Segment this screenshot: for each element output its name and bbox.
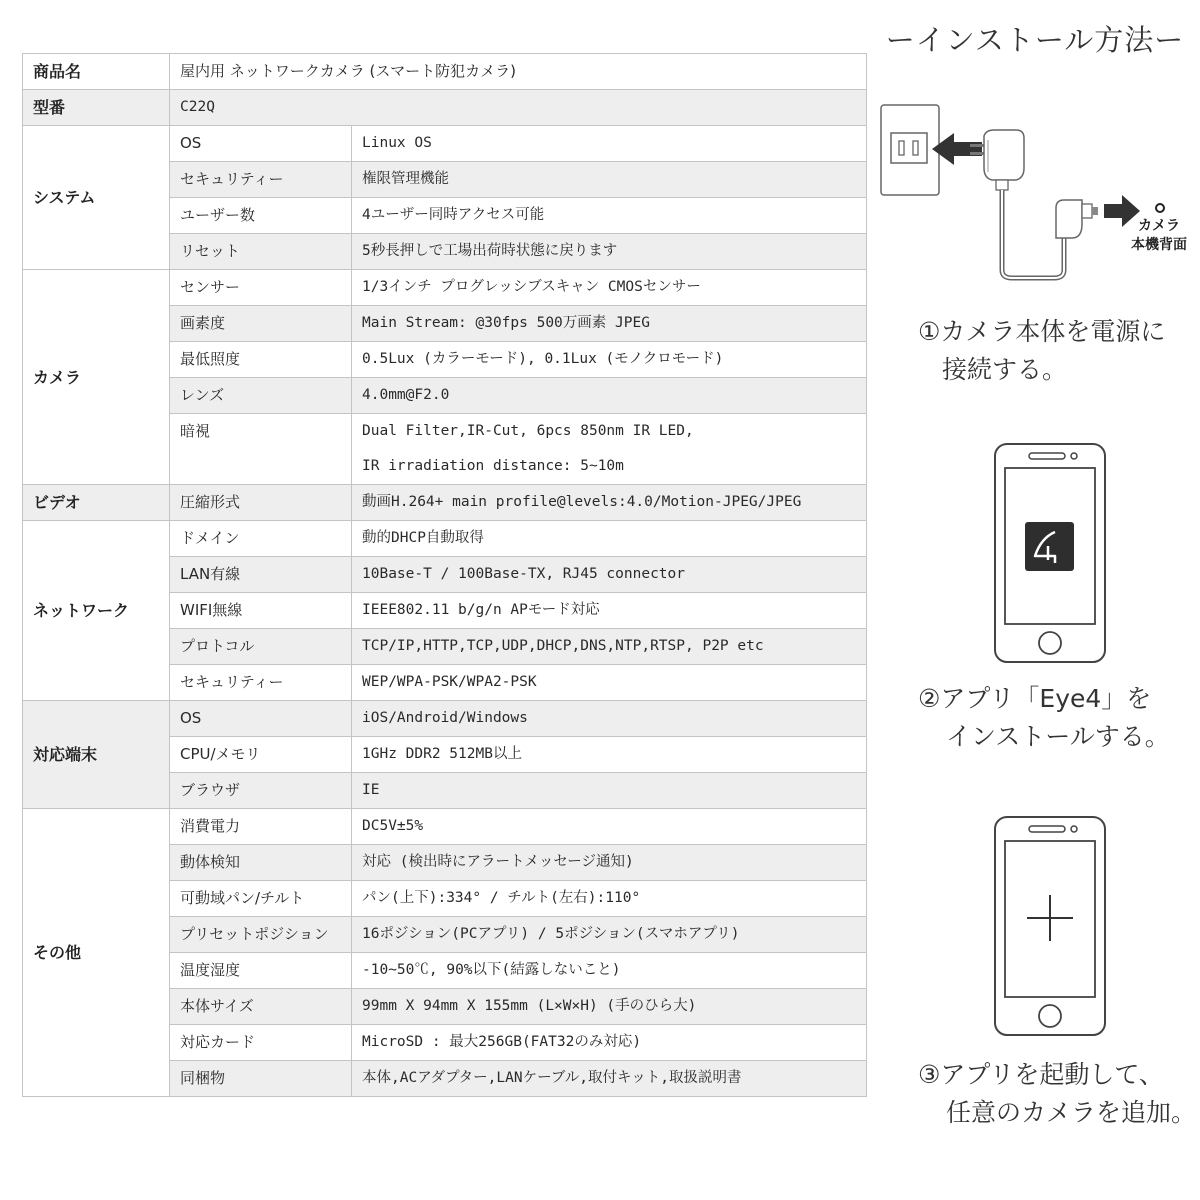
spec-value: Dual Filter,IR-Cut, 6pcs 850nm IR LED,	[352, 414, 867, 450]
spec-value: 0.5Lux (カラーモード), 0.1Lux (モノクロモード)	[352, 342, 867, 378]
spec-key: ドメイン	[170, 521, 352, 557]
spec-table	[22, 53, 867, 1097]
dc-plug-icon	[1056, 200, 1082, 238]
spec-value: DC5V±5%	[352, 809, 867, 845]
spec-key: 温度湿度	[170, 953, 352, 989]
install-step-1	[918, 313, 1165, 389]
spec-key: セキュリティー	[170, 162, 352, 198]
spec-key: 動体検知	[170, 845, 352, 881]
power-cable	[1002, 190, 1064, 278]
step-line: インストールする。	[946, 722, 1170, 751]
category-other: その他	[23, 809, 170, 1097]
spec-key: CPU/メモリ	[170, 737, 352, 773]
product-name-label: 商品名	[23, 54, 170, 90]
spec-key: OS	[170, 126, 352, 162]
spec-key: 圧縮形式	[170, 485, 352, 521]
spec-key: センサー	[170, 270, 352, 306]
smartphone-app-icon	[993, 442, 1107, 664]
spec-value: 対応 (検出時にアラートメッセージ通知)	[352, 845, 867, 881]
category-devices: 対応端末	[23, 701, 170, 809]
spec-value: 99mm X 94mm X 155mm (L×W×H) (手のひら大)	[352, 989, 867, 1025]
spec-value: Linux OS	[352, 126, 867, 162]
step-line: 任意のカメラを追加。	[946, 1098, 1197, 1127]
table-row	[23, 701, 867, 737]
spec-value: 4.0mm@F2.0	[352, 378, 867, 414]
spec-value: 16ポジション(PCアプリ) / 5ポジション(スマホアプリ)	[352, 917, 867, 953]
power-connection-diagram	[878, 100, 1178, 285]
spec-value: WEP/WPA-PSK/WPA2-PSK	[352, 665, 867, 701]
model-value: C22Q	[170, 90, 867, 126]
spec-value: IEEE802.11 b/g/n APモード対応	[352, 593, 867, 629]
spec-value: -10~50℃, 90%以下(結露しないこと)	[352, 953, 867, 989]
spec-key: プロトコル	[170, 629, 352, 665]
spec-value: IE	[352, 773, 867, 809]
table-row	[23, 809, 867, 845]
spec-value: IR irradiation distance: 5~10m	[352, 449, 867, 485]
arrow-right-icon	[1104, 195, 1140, 227]
install-step-3	[918, 1056, 1196, 1132]
spec-value: 10Base-T / 100Base-TX, RJ45 connector	[352, 557, 867, 593]
spec-value: 5秒長押しで工場出荷時状態に戻ります	[352, 234, 867, 270]
spec-value: 動画H.264+ main profile@levels:4.0/Motion-JPEG/JPEG	[352, 485, 867, 521]
spec-key: 対応カード	[170, 1025, 352, 1061]
spec-value: 1/3インチ プログレッシブスキャン CMOSセンサー	[352, 270, 867, 306]
camera-back-label: 本機背面	[1131, 237, 1187, 253]
smartphone-add-icon	[993, 815, 1107, 1037]
ac-adapter-icon	[984, 130, 1024, 180]
spec-key: 本体サイズ	[170, 989, 352, 1025]
spec-value: 本体,ACアダプター,LANケーブル,取付キット,取扱説明書	[352, 1061, 867, 1097]
model-label: 型番	[23, 90, 170, 126]
spec-value: 動的DHCP自動取得	[352, 521, 867, 557]
product-name-value: 屋内用 ネットワークカメラ (スマート防犯カメラ)	[170, 54, 867, 90]
spec-value: Main Stream: @30fps 500万画素 JPEG	[352, 306, 867, 342]
spec-value: 4ユーザー同時アクセス可能	[352, 198, 867, 234]
install-step-2	[918, 680, 1170, 756]
spec-key: 可動域パン/チルト	[170, 881, 352, 917]
step-line: ②アプリ「Eye4」を	[918, 684, 1152, 713]
camera-label: カメラ	[1138, 218, 1180, 234]
category-video: ビデオ	[23, 485, 170, 521]
install-title: ーインストール方法ー	[885, 23, 1185, 57]
spec-key: 同梱物	[170, 1061, 352, 1097]
table-row	[23, 521, 867, 557]
spec-key: プリセットポジション	[170, 917, 352, 953]
table-row	[23, 485, 867, 521]
spec-value: iOS/Android/Windows	[352, 701, 867, 737]
spec-key: 消費電力	[170, 809, 352, 845]
spec-key: WIFI無線	[170, 593, 352, 629]
spec-value: MicroSD : 最大256GB(FAT32のみ対応)	[352, 1025, 867, 1061]
category-system: システム	[23, 126, 170, 270]
table-row	[23, 90, 867, 126]
step-line: 接続する。	[942, 355, 1068, 384]
spec-key: LAN有線	[170, 557, 352, 593]
step-line: ③アプリを起動して、	[918, 1060, 1164, 1089]
table-row	[23, 54, 867, 90]
table-row	[23, 270, 867, 306]
spec-key: 暗視	[170, 414, 352, 485]
spec-value: TCP/IP,HTTP,TCP,UDP,DHCP,DNS,NTP,RTSP, P2P etc	[352, 629, 867, 665]
category-camera: カメラ	[23, 270, 170, 485]
spec-key: 画素度	[170, 306, 352, 342]
step-line: ①カメラ本体を電源に	[918, 317, 1166, 346]
spec-key: セキュリティー	[170, 665, 352, 701]
camera-port-icon	[1156, 204, 1164, 212]
eye4-app-icon	[1025, 522, 1074, 571]
table-row	[23, 126, 867, 162]
spec-key: OS	[170, 701, 352, 737]
spec-key: 最低照度	[170, 342, 352, 378]
spec-value: パン(上下):334° / チルト(左右):110°	[352, 881, 867, 917]
category-network: ネットワーク	[23, 521, 170, 701]
spec-value: 1GHz DDR2 512MB以上	[352, 737, 867, 773]
spec-key: レンズ	[170, 378, 352, 414]
spec-value: 権限管理機能	[352, 162, 867, 198]
spec-key: ユーザー数	[170, 198, 352, 234]
spec-key: ブラウザ	[170, 773, 352, 809]
spec-key: リセット	[170, 234, 352, 270]
